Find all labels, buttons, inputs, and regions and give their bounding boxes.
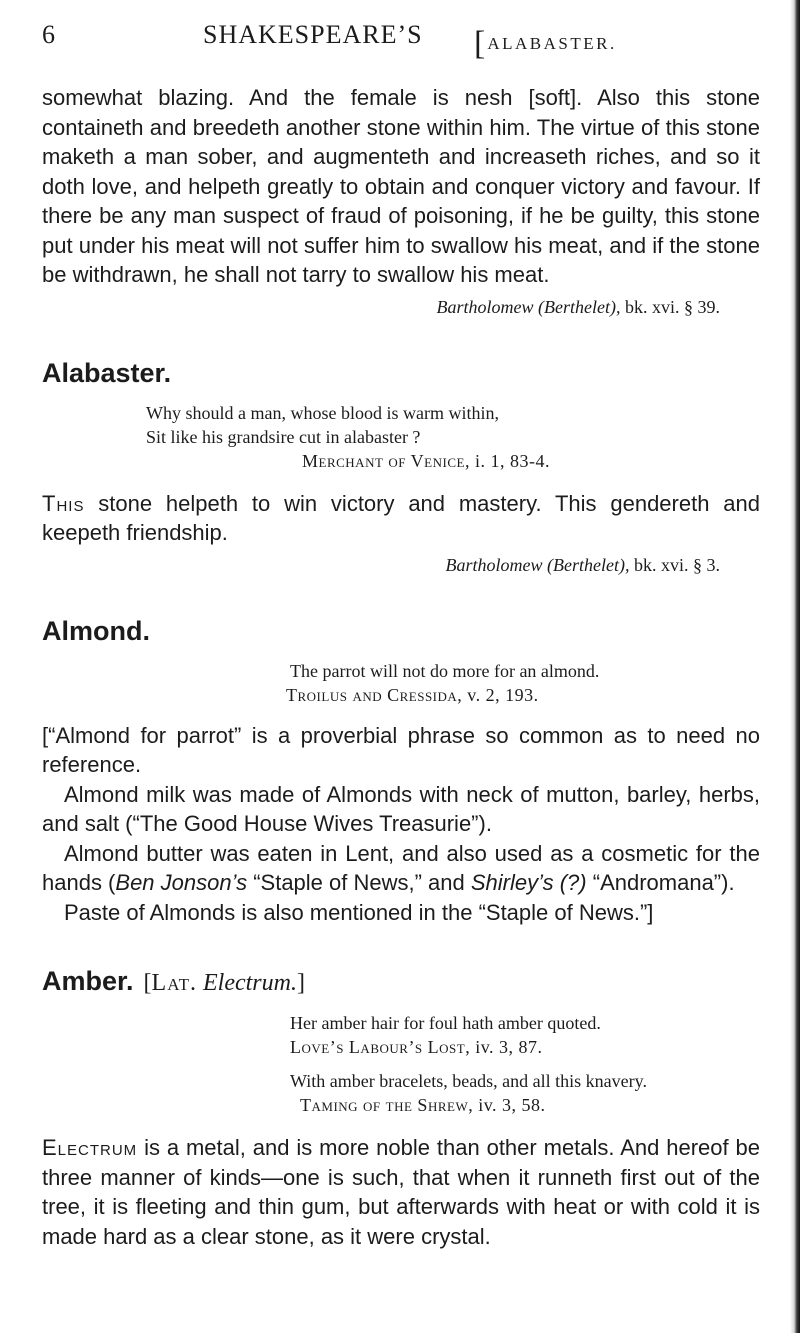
section-word: ALABASTER.	[487, 34, 617, 53]
page-number: 6	[42, 20, 56, 49]
quote-reference	[302, 449, 760, 473]
almond-note: Almond milk was made of Almonds with neck of mutton, barley, herbs, and salt (“The Good House Wives Treasurie”).	[42, 781, 760, 836]
gloss-abbr: Lat.	[151, 970, 197, 996]
play-title: Troilus and Cressida,	[286, 684, 463, 705]
alabaster-paragraph	[42, 489, 760, 548]
lead-word: Electrum	[42, 1135, 138, 1160]
quote-reference	[286, 683, 760, 707]
quote-line: Why should a man, whose blood is warm within,	[146, 402, 499, 423]
almond-note: Paste of Almonds is also mentioned in the “Staple of News.”]	[64, 899, 654, 925]
running-title: SHAKESPEARE’S	[203, 20, 423, 49]
quote-line: Sit like his grandsire cut in alabaster ?	[146, 426, 421, 447]
quote-reference	[290, 1035, 760, 1059]
paragraph-text: stone helpeth to win victory and mastery. This gendereth and keepeth friendship.	[42, 490, 760, 545]
almond-note: [“Almond for parrot” is a proverbial phrase so common as to need no reference.	[42, 722, 760, 777]
play-title: Taming of the Shrew,	[300, 1095, 474, 1115]
intro-paragraph: somewhat blazing. And the female is nesh [soft]. Also this stone containeth and breedeth another stone within him. The virtue of this stone maketh a man sober, and augmenteth and increaseth riches, and so it doth love, and helpeth greatly to obtain and conquer victory and favour. If there be any man suspect of fraud of poisoning, if he be guilty, this stone put under his meat will not suffer him to swallow his meat, and if the stone be withdrawn, he shall not tarry to swallow his meat.	[42, 85, 760, 287]
act-scene-line: v. 2, 193.	[467, 684, 539, 705]
note-author: Shirley’s (?)	[470, 870, 587, 895]
latin-gloss	[144, 970, 305, 996]
amber-paragraph	[42, 1133, 760, 1251]
entry-heading-almond: Almond.	[42, 615, 150, 646]
citation-author: Bartholomew (Berthelet),	[445, 554, 630, 575]
play-title: Love’s Labour’s Lost,	[290, 1037, 471, 1057]
act-scene-line: iv. 3, 87.	[475, 1037, 543, 1057]
paragraph-text: is a metal, and is more noble than other metals. And hereof be three manner of kinds—one is such, that when it runneth first out of the tree, it is fleeting and thin gum, but afterwards with heat or with cold it is made hard as a clear stone, as it were crystal.	[42, 1135, 760, 1249]
quote-reference	[300, 1093, 760, 1117]
intro-citation	[42, 295, 760, 319]
section-indicator	[474, 20, 617, 62]
section-bracket: [	[474, 25, 486, 62]
act-scene-line: iv. 3, 58.	[478, 1095, 546, 1115]
gloss-word: Electrum.	[202, 970, 297, 996]
citation-reference: bk. xvi. § 3.	[633, 554, 720, 575]
lead-word: This	[42, 490, 85, 516]
book-page	[42, 14, 760, 1251]
play-title: Merchant of Venice,	[302, 450, 470, 471]
act-scene-line: i. 1, 83-4.	[474, 450, 550, 471]
note-text: Almond butter was eaten in Lent, and also used as a cosmetic for the hands (	[42, 840, 760, 895]
quote-line: Her amber hair for foul hath amber quoted.	[290, 1013, 601, 1033]
almond-note	[42, 839, 760, 898]
quote-line: The parrot will not do more for an almond.	[290, 660, 600, 681]
note-text: “Andromana”).	[586, 870, 735, 895]
running-header	[42, 14, 760, 62]
heading-word: Amber.	[42, 966, 134, 996]
note-author: Ben Jonson’s	[115, 870, 248, 895]
note-text: “Staple of News,” and	[247, 870, 471, 895]
citation-reference: bk. xvi. § 39.	[624, 296, 720, 317]
gloss-bracket: ]	[296, 970, 305, 996]
alabaster-citation	[42, 553, 760, 577]
citation-author: Bartholomew (Berthelet),	[436, 296, 621, 317]
gloss-bracket: [	[143, 970, 152, 996]
entry-heading-alabaster: Alabaster.	[42, 357, 172, 388]
entry-heading-amber	[42, 965, 760, 999]
quote-line: With amber bracelets, beads, and all this knavery.	[290, 1071, 647, 1091]
page-edge-shadow	[790, 0, 800, 1333]
